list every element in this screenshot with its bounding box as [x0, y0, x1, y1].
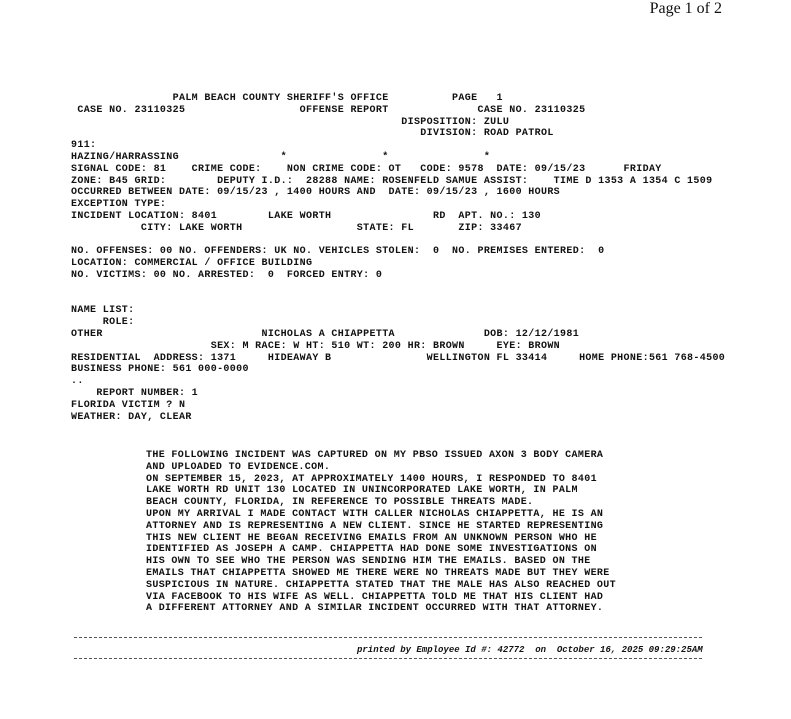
narrative-line: A DIFFERENT ATTORNEY AND A SIMILAR INCIDENT OCCURRED WITH THAT ATTORNEY.	[146, 603, 604, 615]
report-line: NAME LIST:	[71, 305, 135, 317]
narrative-line: ATTORNEY AND IS REPRESENTING A NEW CLIENT. SINCE HE STARTED REPRESENTING	[146, 520, 604, 532]
report-line: RESIDENTIAL ADDRESS: 1371 HIDEAWAY B WELLINGTON FL 33414 HOME PHONE:561 768-4500	[71, 352, 726, 364]
narrative-line: BEACH COUNTY, FLORIDA, IN REFERENCE TO POSSIBLE THREATS MADE.	[146, 497, 534, 509]
report-line: ROLE:	[71, 317, 135, 329]
report-line	[71, 294, 725, 306]
report-line: INCIDENT LOCATION: 8401 LAKE WORTH RD APT. NO.: 130	[71, 210, 541, 222]
report-line: NO. VICTIMS: 00 NO. ARRESTED: 0 FORCED ENTRY: 0	[71, 269, 383, 281]
report-line: PALM BEACH COUNTY SHERIFF'S OFFICE PAGE 1	[71, 93, 503, 104]
narrative-line: UPON MY ARRIVAL I MADE CONTACT WITH CALLER NICHOLAS CHIAPPETTA, HE IS AN	[146, 508, 604, 520]
report-line: OTHER NICHOLAS A CHIAPPETTA DOB: 12/12/1981	[71, 328, 580, 340]
report-line: BUSINESS PHONE: 561 000-0000	[71, 364, 249, 376]
report-line: SIGNAL CODE: 81 CRIME CODE: NON CRIME CODE: OT CODE: 9578 DATE: 09/15/23 FRIDAY	[71, 163, 662, 175]
footer-divider-bottom	[74, 658, 702, 659]
narrative-block	[146, 450, 616, 615]
report-line: LOCATION: COMMERCIAL / OFFICE BUILDING	[71, 258, 313, 270]
report-line	[71, 282, 725, 294]
report-line: ..	[71, 376, 84, 388]
report-line: 911:	[71, 140, 97, 152]
narrative-line: THIS NEW CLIENT HE BEGAN RECEIVING EMAILS FROM AN UNKNOWN PERSON WHO HE	[146, 532, 597, 544]
narrative-line: VIA FACEBOOK TO HIS WIFE AS WELL. CHIAPPETTA TOLD ME THAT HIS CLIENT HAD	[146, 591, 604, 603]
report-line: DISPOSITION: ZULU	[71, 116, 510, 128]
report-line	[71, 235, 725, 247]
report-line: ZONE: B45 GRID: DEPUTY I.D.: 28288 NAME: ROSENFELD SAMUE ASSIST: TIME D 1353 A 1354 C 1509	[71, 175, 713, 187]
narrative-line: ON SEPTEMBER 15, 2023, AT APPROXIMATELY 1400 HOURS, I RESPONDED TO 8401	[146, 473, 597, 485]
narrative-line: LAKE WORTH RD UNIT 130 LOCATED IN UNINCORPORATED LAKE WORTH, IN PALM	[146, 485, 578, 497]
narrative-line: AND UPLOADED TO EVIDENCE.COM.	[146, 461, 331, 473]
narrative-line: IDENTIFIED AS JOSEPH A CAMP. CHIAPPETTA HAD DONE SOME INVESTIGATIONS ON	[146, 544, 597, 556]
report-line: FLORIDA VICTIM ? N	[71, 399, 186, 411]
report-line: DIVISION: ROAD PATROL	[71, 128, 554, 140]
narrative-line: THE FOLLOWING INCIDENT WAS CAPTURED ON MY PBSO ISSUED AXON 3 BODY CAMERA	[146, 450, 604, 461]
report-line: CASE NO. 23110325 OFFENSE REPORT CASE NO. 23110325	[71, 104, 586, 116]
narrative-line: EMAILS THAT CHIAPPETTA SHOWED ME THERE WERE NO THREATS MADE BUT THEY WERE	[146, 567, 610, 579]
page-indicator: Page 1 of 2	[649, 0, 722, 17]
footer-divider-top	[74, 637, 702, 638]
report-line: CITY: LAKE WORTH STATE: FL ZIP: 33467	[71, 222, 522, 234]
report-line: SEX: M RACE: W HT: 510 WT: 200 HR: BROWN EYE: BROWN	[71, 340, 561, 352]
report-line: NO. OFFENSES: 00 NO. OFFENDERS: UK NO. VEHICLES STOLEN: 0 NO. PREMISES ENTERED: 0	[71, 246, 605, 258]
report-line: OCCURRED BETWEEN DATE: 09/15/23 , 1400 HOURS AND DATE: 09/15/23 , 1600 HOURS	[71, 187, 561, 199]
print-footer: printed by Employee Id #: 42772 on October 16, 2025 09:29:25AM	[357, 645, 703, 655]
report-line: HAZING/HARRASSING * * *	[71, 151, 491, 163]
report-line: EXCEPTION TYPE:	[71, 199, 167, 211]
report-line: REPORT NUMBER: 1	[71, 387, 199, 399]
narrative-line: HIS OWN TO SEE WHO THE PERSON WAS SENDING HIM THE EMAILS. BASED ON THE	[146, 556, 591, 568]
report-line: WEATHER: DAY, CLEAR	[71, 411, 192, 423]
report-header-block	[71, 93, 725, 423]
narrative-line: SUSPICIOUS IN NATURE. CHIAPPETTA STATED THAT THE MALE HAS ALSO REACHED OUT	[146, 579, 616, 591]
